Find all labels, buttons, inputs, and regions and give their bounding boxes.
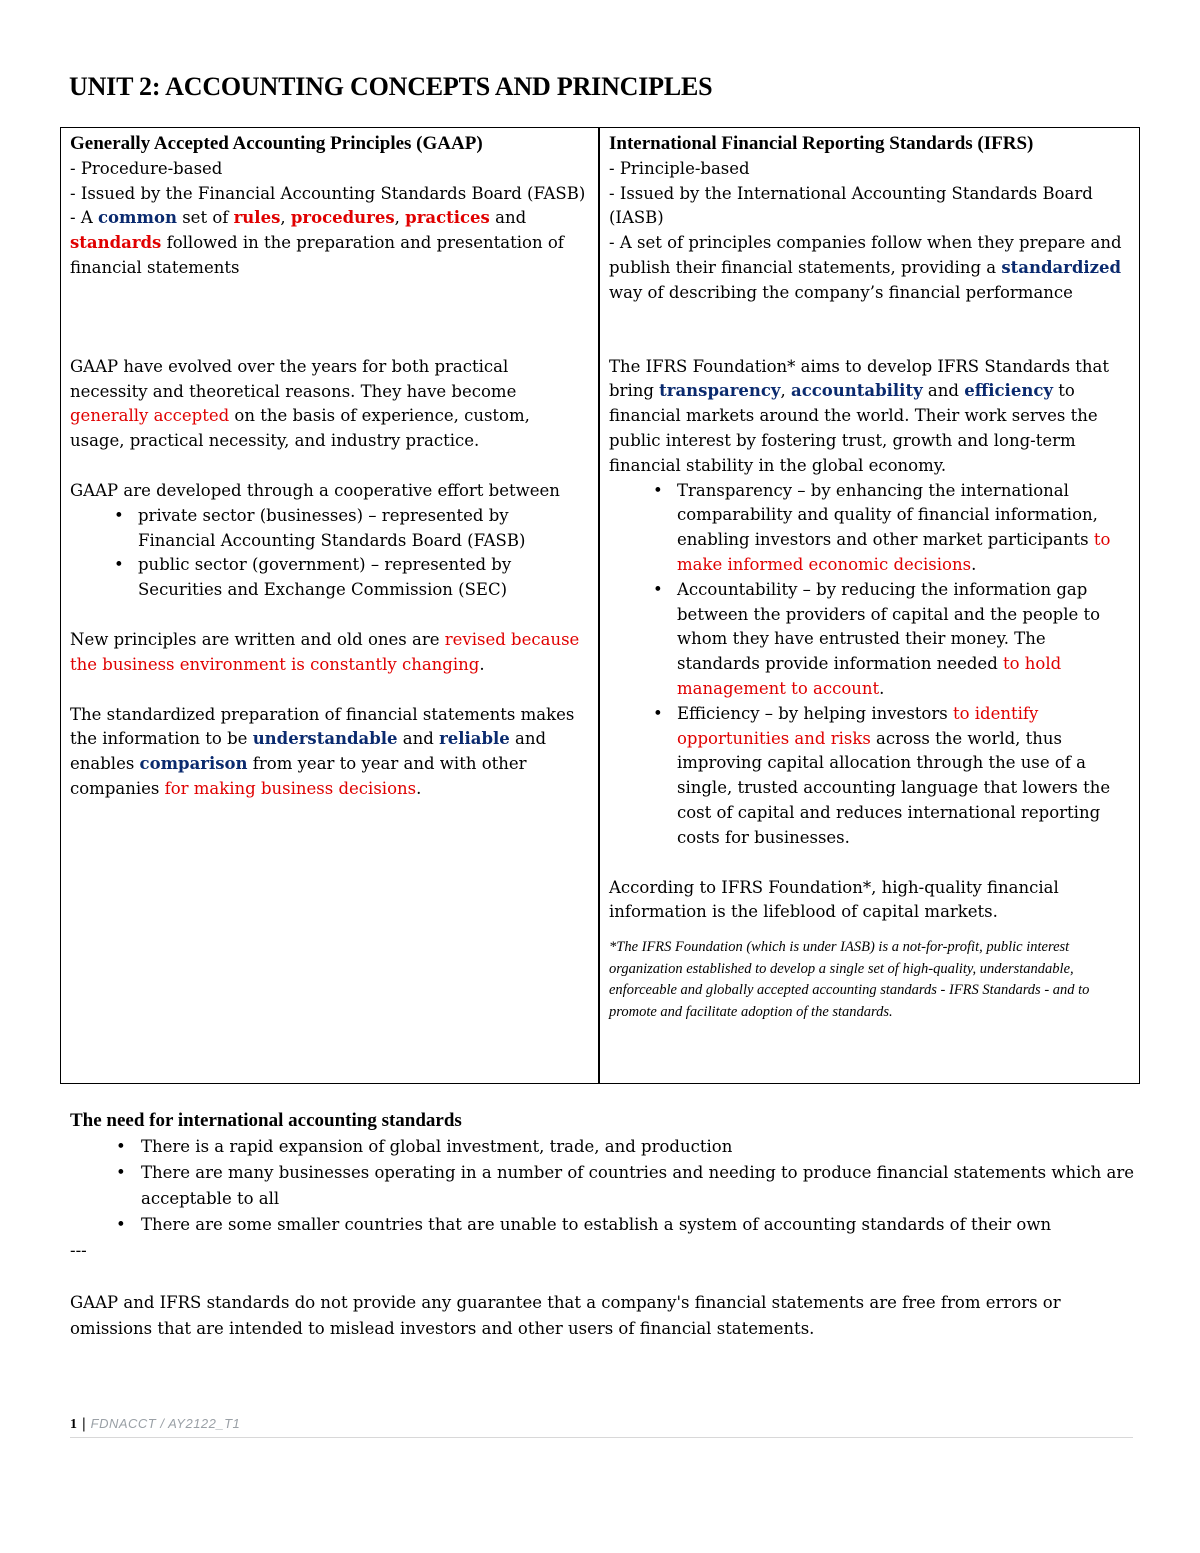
- list-item: [70, 1160, 1140, 1212]
- need-heading: The need for international accounting standards: [70, 1110, 462, 1131]
- text: Efficiency – by helping investors: [677, 703, 953, 723]
- term-revised: revised because the business environment is constantly changing: [70, 629, 580, 674]
- spacer: [70, 1264, 1140, 1290]
- text: There are some smaller countries that are unable to establish a system of accounting standards of their own: [141, 1215, 1052, 1234]
- list-item: [609, 578, 1129, 702]
- gaap-heading: Generally Accepted Accounting Principles (GAAP): [70, 133, 483, 154]
- text: on the basis of experience, custom, usage, practical necessity, and industry practice.: [70, 406, 530, 451]
- page-number: 1: [70, 1417, 77, 1432]
- page-footer: [70, 1416, 1133, 1438]
- bullet-icon: •: [653, 480, 663, 500]
- highlight-text: to hold management to account: [677, 654, 1062, 698]
- text: New principles are written and old ones are: [70, 629, 445, 649]
- footer-separator: |: [81, 1416, 87, 1432]
- ifrs-column: [600, 128, 1139, 1083]
- term-standardized: standardized: [1001, 257, 1122, 277]
- ifrs-line-principle: - Principle-based: [609, 158, 750, 178]
- highlight-text: to identify opportunities and risks: [677, 703, 1039, 748]
- text: to financial markets around the world. Their work serves the public interest by fostering trust, growth and long-term financial stability in the global economy.: [609, 381, 1098, 475]
- list-item: [70, 1212, 1140, 1238]
- spacer: [609, 925, 1129, 937]
- ifrs-foundation-paragraph: [609, 355, 1129, 479]
- gaap-developed-intro: GAAP are developed through a cooperative effort between: [70, 480, 560, 500]
- gaap-line-issued: - Issued by the Financial Accounting Standards Board (FASB): [70, 183, 586, 203]
- term-practices: practices: [405, 208, 490, 228]
- bullet-icon: •: [116, 1215, 126, 1234]
- separator: ---: [70, 1241, 87, 1260]
- need-list: [70, 1134, 1140, 1238]
- ifrs-heading: International Financial Reporting Standards (IFRS): [609, 133, 1034, 154]
- text: ,: [280, 208, 291, 228]
- term-rules: rules: [233, 208, 281, 228]
- bullet-icon: •: [653, 703, 663, 723]
- text: followed in the preparation and presentation of financial statements: [70, 233, 564, 277]
- gaap-evolved-paragraph: [70, 355, 588, 454]
- text: Transparency – by enhancing the international comparability and quality of financial information, enabling investors and other market participants: [677, 480, 1098, 550]
- page-title: UNIT 2: ACCOUNTING CONCEPTS AND PRINCIPLES: [69, 72, 713, 101]
- list-item: [609, 702, 1129, 851]
- term-understandable: understandable: [252, 729, 398, 749]
- text: private sector (businesses) – represented by Financial Accounting Standards Board (FASB): [138, 505, 526, 550]
- text: .: [416, 778, 422, 798]
- term-procedures: procedures: [290, 208, 395, 228]
- term-business-decisions: for making business decisions: [164, 778, 417, 798]
- text: The IFRS Foundation* aims to develop IFRS Standards that bring: [609, 356, 1110, 401]
- term-efficiency: efficiency: [964, 381, 1053, 401]
- term-standards: standards: [70, 233, 162, 253]
- text: - A set of principles companies follow when they prepare and publish their financial statements, providing a: [609, 233, 1122, 277]
- text: and enables: [70, 729, 547, 774]
- text: and: [489, 208, 527, 228]
- text: The standardized preparation of financial statements makes the information to be: [70, 704, 575, 749]
- text: and: [922, 381, 965, 401]
- term-accountability: accountability: [791, 381, 923, 401]
- bullet-icon: •: [653, 579, 663, 599]
- spacer: [609, 306, 1129, 355]
- term-common: common: [97, 208, 177, 228]
- spacer: [609, 851, 1129, 876]
- spacer: [70, 281, 588, 355]
- spacer: [70, 603, 588, 628]
- text: ,: [780, 381, 792, 401]
- text: Accountability – by reducing the information gap between the providers of capital and the people to whom they have entrusted their money. The standards provide information needed: [677, 579, 1101, 674]
- list-item: [70, 504, 588, 554]
- ifrs-definition: [609, 231, 1129, 305]
- need-section: [70, 1108, 1140, 1342]
- text: way of describing the company’s financial performance: [609, 282, 1073, 302]
- gaap-column: [61, 128, 600, 1083]
- spacer: [70, 454, 588, 479]
- gaap-standardized-paragraph: [70, 703, 588, 802]
- bullet-icon: •: [114, 555, 124, 575]
- text: There are many businesses operating in a number of countries and needing to produce financial statements which are acceptable to all: [141, 1163, 1134, 1208]
- term-reliable: reliable: [439, 729, 510, 749]
- text: and: [397, 729, 440, 749]
- text: GAAP have evolved over the years for both practical necessity and theoretical reasons. They have become: [70, 356, 517, 401]
- text: ,: [394, 208, 406, 228]
- gaap-new-principles: [70, 628, 588, 678]
- text: .: [879, 678, 885, 698]
- term-generally-accepted: generally accepted: [70, 406, 230, 426]
- text: set of: [176, 208, 234, 228]
- gaap-line-procedure: - Procedure-based: [70, 158, 223, 178]
- text: from year to year and with other companies: [70, 754, 527, 798]
- list-item: [70, 553, 588, 603]
- text: - A: [70, 208, 98, 228]
- closing-paragraph: GAAP and IFRS standards do not provide any guarantee that a company's financial statements are free from errors or omissions that are intended to mislead investors and other users of financial statements.: [70, 1293, 1061, 1338]
- ifrs-foundation-note: *The IFRS Foundation (which is under IASB) is a not-for-profit, public interest organization established to develop a single set of high-quality, understandable, enforceable and globally accepted accounting standards - IFRS Standards - and to promote and facilitate adoption of the standards.: [609, 939, 1090, 1020]
- course-code: FDNACCT / AY2122_T1: [90, 1416, 241, 1431]
- term-comparison: comparison: [139, 754, 248, 774]
- bullet-icon: •: [116, 1163, 126, 1182]
- bullet-icon: •: [114, 505, 124, 525]
- text: .: [479, 654, 485, 674]
- comparison-table: [60, 127, 1140, 1084]
- term-transparency: transparency: [659, 381, 781, 401]
- text: public sector (government) – represented by Securities and Exchange Commission (SEC): [138, 555, 512, 600]
- ifrs-line-issued: - Issued by the International Accounting Standards Board (IASB): [609, 183, 1093, 228]
- list-item: [70, 1134, 1140, 1160]
- text: .: [971, 554, 977, 574]
- spacer: [70, 678, 588, 703]
- bullet-icon: •: [116, 1137, 126, 1156]
- ifrs-lifeblood: According to IFRS Foundation*, high-quality financial information is the lifeblood of capital markets.: [609, 877, 1059, 922]
- highlight-text: to make informed economic decisions: [677, 530, 1111, 574]
- text: There is a rapid expansion of global investment, trade, and production: [141, 1137, 733, 1156]
- ifrs-benefit-list: [609, 479, 1129, 851]
- gaap-sector-list: [70, 504, 588, 603]
- text: across the world, thus improving capital allocation through the use of a single, trusted accounting language that lowers the cost of capital and reduces international reporting costs for businesses.: [677, 728, 1111, 847]
- gaap-definition: [70, 206, 588, 280]
- list-item: [609, 479, 1129, 578]
